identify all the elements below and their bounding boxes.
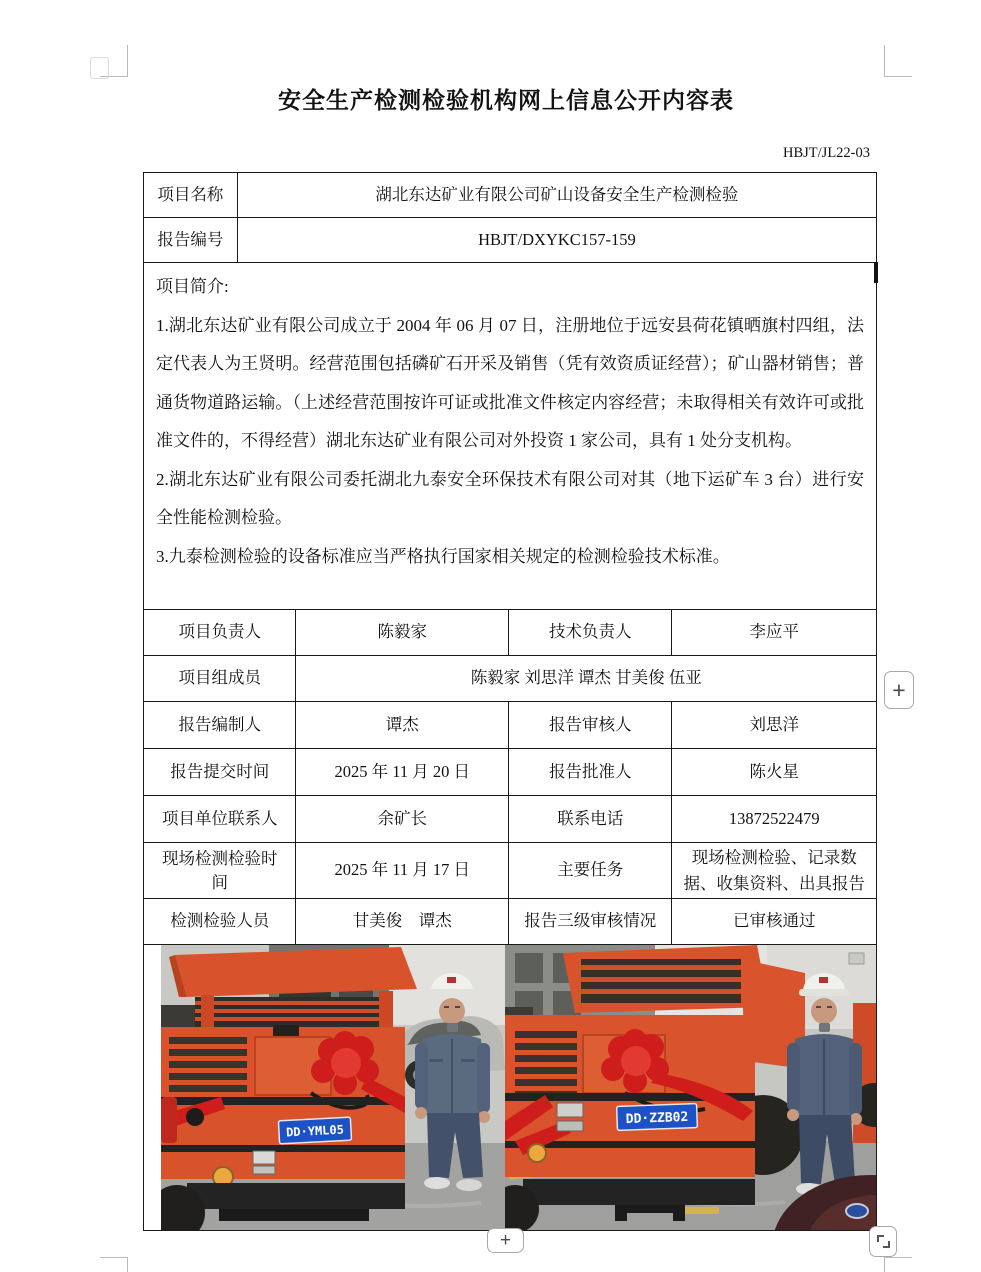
cell-label[interactable]: 报告三级审核情况 — [509, 899, 672, 945]
fullscreen-button[interactable] — [869, 1226, 897, 1257]
cell-value[interactable]: 13872522479 — [672, 796, 877, 843]
table-row — [144, 610, 877, 656]
main-table — [143, 172, 877, 1231]
table-row — [144, 843, 877, 899]
mine-truck — [161, 947, 417, 1230]
cell-value[interactable]: 2025 年 11 月 20 日 — [296, 749, 509, 796]
table-row — [144, 796, 877, 843]
summary-heading[interactable]: 项目简介: — [156, 277, 229, 296]
crop-mark-bottom-left — [100, 1257, 128, 1258]
table-row — [144, 173, 877, 218]
table-row — [144, 702, 877, 749]
crop-mark-bottom-right — [884, 1257, 912, 1258]
cell-label[interactable]: 报告提交时间 — [144, 749, 296, 796]
summary-paragraph[interactable]: 3.九泰检测检验的设备标准应当严格执行国家相关规定的检测检验技术标准。 — [156, 546, 730, 566]
crop-mark-bottom-left — [127, 1257, 128, 1272]
text-cursor-mark — [874, 262, 878, 283]
cell-label[interactable]: 报告批准人 — [509, 749, 672, 796]
cell-value[interactable]: 陈毅家 刘思洋 谭杰 甘美俊 伍亚 — [296, 656, 877, 702]
cell-label[interactable]: 主要任务 — [509, 843, 672, 899]
margin-ui-mark — [90, 57, 109, 79]
table-row — [144, 749, 877, 796]
cell-value[interactable]: 现场检测检验、记录数据、收集资料、出具报告 — [672, 843, 877, 899]
insert-row-side-button[interactable]: + — [884, 671, 914, 709]
summary-paragraph[interactable]: 1.湖北东达矿业有限公司成立于 2004 年 06 月 07 日，注册地位于远安县荷花镇晒旗村四组，法定代表人为王贤明。经营范围包括磷矿石开采及销售（凭有效资质证经营）；矿山器材销售；普通货物道路运输。（上述经营范围按许可证或批准文件核定内容经营；未取得相关有效许可或批准文件的，不得经营）湖北东达矿业有限公司对外投资 1 家公司，具有 1 处分支机构。 — [156, 315, 864, 450]
crop-mark-bottom-right — [884, 1257, 885, 1272]
crop-mark-top-right — [884, 45, 885, 77]
header-value[interactable]: HBJT/DXYKC157-159 — [237, 218, 876, 263]
amber-light — [528, 1144, 546, 1162]
cell-label[interactable]: 项目单位联系人 — [144, 796, 296, 843]
header-table — [143, 172, 877, 263]
photo-cell — [143, 944, 877, 1231]
cell-label[interactable]: 技术负责人 — [509, 610, 672, 656]
doc-code[interactable]: HBJT/JL22-03 — [783, 145, 870, 161]
table-row — [144, 656, 877, 702]
header-value[interactable]: 湖北东达矿业有限公司矿山设备安全生产检测检验 — [237, 173, 876, 218]
cell-value[interactable]: 谭杰 — [296, 702, 509, 749]
cell-value[interactable]: 余矿长 — [296, 796, 509, 843]
fullscreen-icon — [877, 1235, 890, 1248]
table-row — [144, 899, 877, 945]
cell-label[interactable]: 现场检测检验时间 — [144, 843, 296, 899]
cell-label[interactable]: 项目组成员 — [144, 656, 296, 702]
summary-paragraph[interactable]: 2.湖北东达矿业有限公司委托湖北九泰安全环保技术有限公司对其（地下运矿车 3 台）进行安全性能检测检验。 — [156, 469, 864, 527]
license-plate-left — [278, 1117, 351, 1144]
svg-text:DD·ZZB02: DD·ZZB02 — [625, 1110, 689, 1128]
page-title[interactable]: 安全生产检测检验机构网上信息公开内容表 — [278, 88, 734, 113]
cell-value[interactable]: 陈毅家 — [296, 610, 509, 656]
personnel-table — [143, 609, 877, 945]
cell-value[interactable]: 2025 年 11 月 17 日 — [296, 843, 509, 899]
photo-left-truck[interactable] — [161, 945, 505, 1230]
photo-right-truck[interactable] — [505, 945, 876, 1230]
table-row — [144, 218, 877, 263]
svg-text:DD·YML05: DD·YML05 — [285, 1122, 345, 1140]
cell-label[interactable]: 报告审核人 — [509, 702, 672, 749]
cell-label[interactable]: 报告编制人 — [144, 702, 296, 749]
cell-value[interactable]: 刘思洋 — [672, 702, 877, 749]
cell-label[interactable]: 项目负责人 — [144, 610, 296, 656]
cell-label[interactable]: 联系电话 — [509, 796, 672, 843]
cell-value[interactable]: 甘美俊 谭杰 — [296, 899, 509, 945]
crop-mark-top-right — [884, 76, 912, 77]
insert-row-bottom-button[interactable]: + — [487, 1228, 524, 1253]
cell-value[interactable]: 已审核通过 — [672, 899, 877, 945]
cell-value[interactable]: 陈火星 — [672, 749, 877, 796]
header-label[interactable]: 项目名称 — [144, 173, 238, 218]
cell-value[interactable]: 李应平 — [672, 610, 877, 656]
license-plate-right — [617, 1104, 698, 1131]
crop-mark-top-left — [127, 45, 128, 77]
cell-label[interactable]: 检测检验人员 — [144, 899, 296, 945]
project-summary-cell[interactable] — [143, 262, 877, 610]
header-label[interactable]: 报告编号 — [144, 218, 238, 263]
inspection-photos[interactable] — [161, 945, 876, 1230]
